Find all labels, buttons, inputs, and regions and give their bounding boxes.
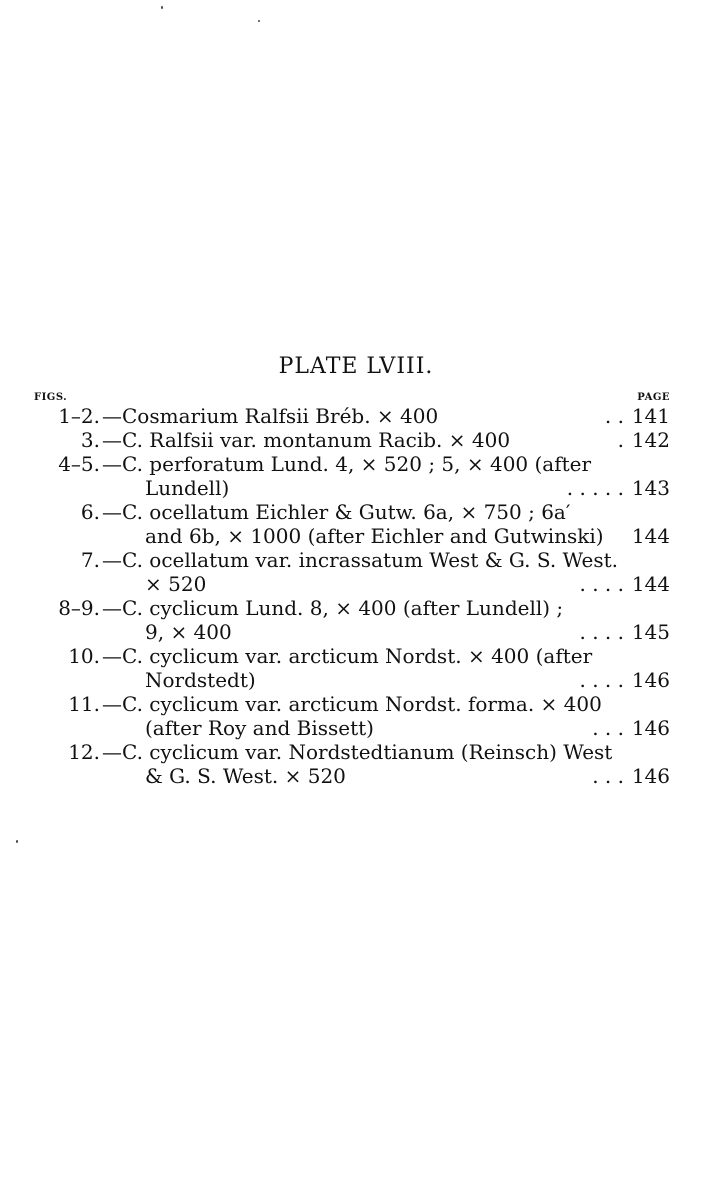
figs-column-header: FIGS. (34, 392, 68, 403)
figure-entry (30, 404, 670, 428)
page-number: 146 (631, 668, 670, 692)
figure-number: 7. (80, 548, 100, 572)
figure-number: 10. (68, 644, 100, 668)
figure-entry (30, 740, 670, 788)
page-number: 144 (631, 572, 670, 596)
figure-number: 1–2. (58, 404, 100, 428)
entry-line (30, 644, 670, 668)
figure-description: Nordstedt) (145, 668, 256, 692)
figure-description: and 6b, × 1000 (after Eichler and Gutwinski) (145, 524, 604, 548)
figure-description: & G. S. West. × 520 (145, 764, 346, 788)
page-number: 144 (631, 524, 670, 548)
entry-line (30, 572, 670, 596)
figure-description: × 520 (145, 572, 207, 596)
entry-line (30, 620, 670, 644)
leader-dots: . . . . . (566, 476, 624, 500)
figure-entry (30, 500, 670, 548)
page-number: 143 (631, 476, 670, 500)
entry-line (30, 716, 670, 740)
entry-line (30, 740, 670, 764)
figure-entry (30, 428, 670, 452)
leader-dots: . . . (592, 764, 624, 788)
figure-number: 12. (68, 740, 100, 764)
entry-line (30, 452, 670, 476)
figure-description: —Cosmarium Ralfsii Bréb. × 400 (102, 404, 439, 428)
leader-dots: . . . . (579, 572, 624, 596)
figure-description: (after Roy and Bissett) (145, 716, 374, 740)
figure-number: 11. (68, 692, 100, 716)
figure-description: Lundell) (145, 476, 230, 500)
entry-line (30, 428, 670, 452)
page-column-header: PAGE (637, 392, 670, 403)
leader-dots: . . . . (579, 620, 624, 644)
figure-number: 8–9. (58, 596, 100, 620)
figure-description: 9, × 400 (145, 620, 232, 644)
entry-line (30, 548, 670, 572)
figure-description: —C. cyclicum var. Nordstedtianum (Reinsch) West (102, 740, 613, 764)
page-speck (161, 6, 163, 9)
figure-description: —C. cyclicum var. arcticum Nordst. forma. × 400 (102, 692, 602, 716)
page-speck (258, 20, 260, 22)
entry-line (30, 404, 670, 428)
figure-entry (30, 596, 670, 644)
figure-number: 3. (80, 428, 100, 452)
entry-line (30, 692, 670, 716)
figure-description: —C. perforatum Lund. 4, × 520 ; 5, × 400 (after (102, 452, 592, 476)
entry-line (30, 476, 670, 500)
leader-dots: . . . (592, 716, 624, 740)
page-number: 146 (631, 764, 670, 788)
leader-dots: . (617, 428, 624, 452)
leader-dots: . . (604, 404, 624, 428)
entry-line (30, 500, 670, 524)
figure-number: 4–5. (58, 452, 100, 476)
page-speck (16, 840, 18, 843)
figure-entry (30, 692, 670, 740)
page-number: 142 (631, 428, 670, 452)
figure-entry (30, 548, 670, 596)
figure-entry (30, 452, 670, 500)
page-number: 146 (631, 716, 670, 740)
figure-description: —C. ocellatum var. incrassatum West & G. S. West. (102, 548, 618, 572)
figure-list (30, 404, 670, 788)
figure-description: —C. cyclicum var. arcticum Nordst. × 400 (after (102, 644, 593, 668)
leader-dots: . . . . (579, 668, 624, 692)
figure-entry (30, 644, 670, 692)
page-number: 141 (631, 404, 670, 428)
entry-line (30, 524, 670, 548)
figure-description: —C. ocellatum Eichler & Gutw. 6a, × 750 ; 6a′ (102, 500, 571, 524)
entry-line (30, 668, 670, 692)
entry-line (30, 764, 670, 788)
figure-description: —C. Ralfsii var. montanum Racib. × 400 (102, 428, 511, 452)
figure-description: —C. cyclicum Lund. 8, × 400 (after Lundell) ; (102, 596, 564, 620)
entry-line (30, 596, 670, 620)
plate-title: PLATE LVIII. (278, 354, 434, 379)
page-number: 145 (631, 620, 670, 644)
figure-number: 6. (80, 500, 100, 524)
